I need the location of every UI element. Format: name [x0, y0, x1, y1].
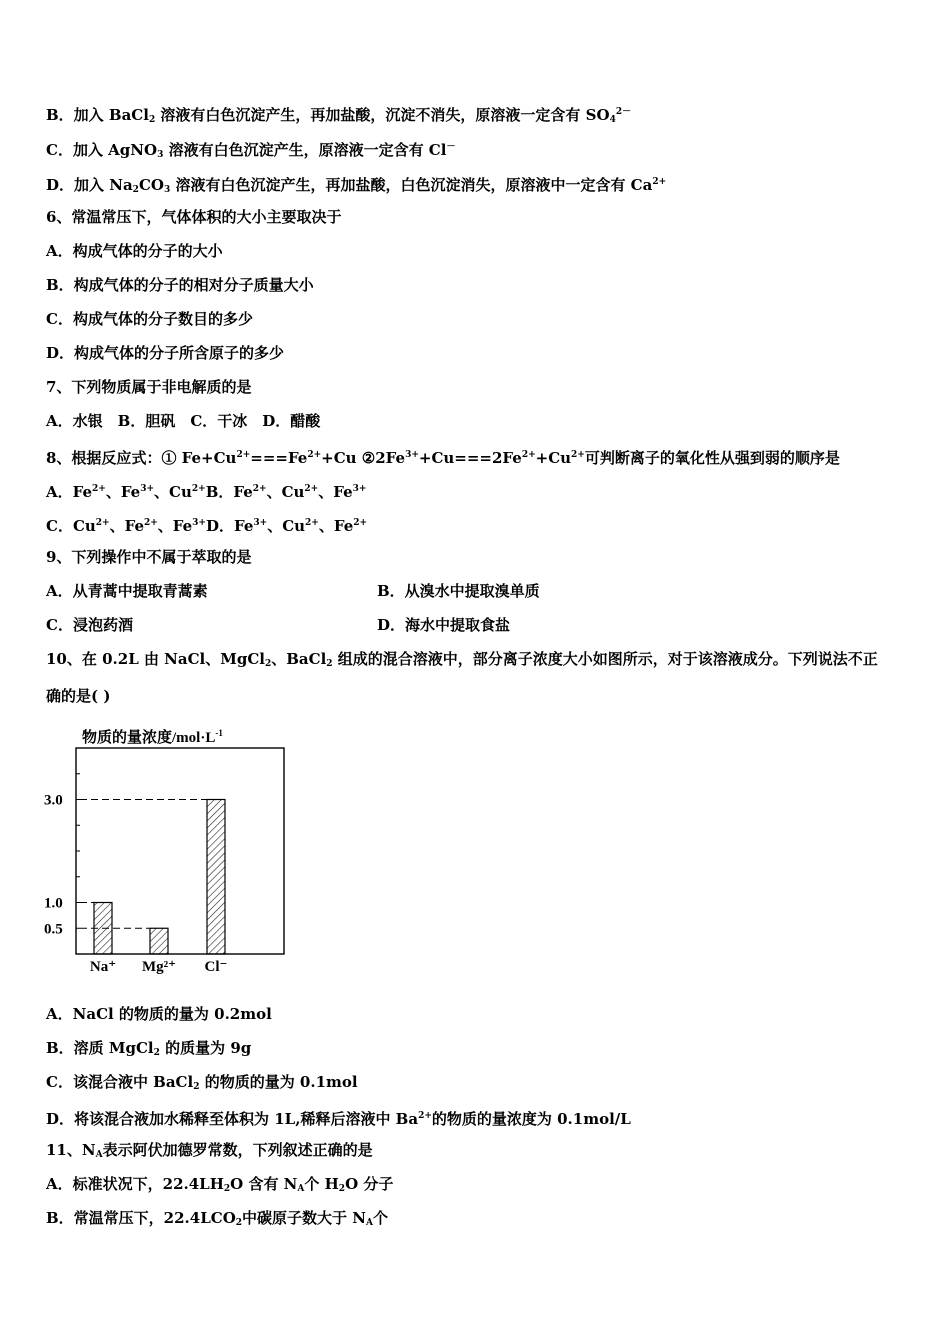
option-c-agno3: C．加入 AgNO$_3$ 溶液有白色沉淀产生，原溶液一定含有 Cl－ — [46, 141, 456, 160]
question-11-option-a: A．标准状况下，$22.4LH_2O$ 含有 $N_A$个 $H_2O$ 分子 — [46, 1175, 394, 1194]
question-9-option-c: C．浸泡药酒 — [46, 616, 133, 634]
y-tick-label: 0.5 — [44, 921, 63, 938]
question-9-option-d: D．海水中提取食盐 — [377, 616, 511, 634]
x-tick-label: Na⁺ — [89, 959, 117, 975]
question-10-option-a: A．NaCl 的物质的量为 0.2mol — [46, 1005, 272, 1023]
question-10-option-d: D．将该混合液加水稀释至体积为 1L,稀释后溶液中 $Ba^{2+}$的物质的量浓度为 0.1mol/L — [46, 1110, 631, 1128]
question-7: 7、下列物质属于非电解质的是 — [46, 378, 252, 396]
question-10-option-c: C．该混合液中 BaCl$_2$ 的物质的量为 0.1mol — [46, 1073, 358, 1092]
x-tick-label: Cl⁻ — [204, 959, 228, 975]
question-6-option-a: A．构成气体的分子的大小 — [46, 242, 223, 260]
question-6-option-d: D．构成气体的分子所含原子的多少 — [46, 344, 285, 362]
question-8-options-cd: C．$Cu^{2+}$、$Fe^{2+}$、$Fe^{3+}D$．$Fe^{3+}$、$Cu^{2+}$、$Fe^{2+}$ — [46, 517, 368, 535]
question-11: 11、$N_A$表示阿伏加德罗常数，下列叙述正确的是 — [46, 1141, 373, 1160]
question-6-option-c: C．构成气体的分子数目的多少 — [46, 310, 253, 328]
question-9-row-1 — [46, 581, 540, 601]
question-6: 6、常温常压下，气体体积的大小主要取决于 — [46, 208, 342, 226]
question-9-option-b: B．从溴水中提取溴单质 — [377, 582, 540, 600]
question-8: 8、根据反应式：① $Fe+Cu^{2+}===Fe^{2+}+Cu$ $②2Fe^{3+}+Cu===2Fe^{2+}+Cu^{2+}$可判断离子的氧化性从强到弱的顺序是 — [46, 449, 840, 467]
bar-1 — [150, 928, 168, 954]
question-10: 10、在 0.2L 由 NaCl、MgCl$_2$、BaCl$_2$ 组成的混合溶液中，部分离子浓度大小如图所示，对于该溶液成分。下列说法不正 — [46, 650, 878, 669]
question-7-options: A．水银 B．胆矾 C．干冰 D．醋酸 — [46, 412, 321, 430]
question-9: 9、下列操作中不属于萃取的是 — [46, 548, 252, 566]
question-6-option-b: B．构成气体的分子的相对分子质量大小 — [46, 276, 314, 294]
question-10-continued: 确的是( ) — [46, 687, 111, 705]
option-b-bacl2: B．加入 BaCl$_2$ 溶液有白色沉淀产生，再加盐酸，沉淀不消失，原溶液一定含有 $SO_4^{2-}$ — [46, 106, 632, 125]
question-9-option-a: A．从青蒿中提取青蒿素 — [46, 582, 208, 600]
question-8-options-ab: A．$Fe^{2+}$、$Fe^{3+}$、$Cu^{2+}B$．$Fe^{2+}$、$Cu^{2+}$、$Fe^{3+}$ — [46, 483, 367, 501]
question-10-option-b: B．溶质 MgCl$_2$ 的质量为 9g — [46, 1039, 252, 1058]
question-11-option-b: B．常温常压下，$22.4LCO_2$中碳原子数大于 $N_A$个 — [46, 1209, 388, 1228]
question-9-row-2 — [46, 615, 511, 635]
chart-title: 物质的量浓度$/mol\cdot L^{-1}$ — [82, 728, 223, 746]
x-tick-label: Mg²⁺ — [141, 959, 177, 975]
bar-2 — [207, 800, 225, 955]
option-d-na2co3: D．加入 $Na_2CO_3$ 溶液有白色沉淀产生，再加盐酸，白色沉淀消失，原溶液中一定含有 $Ca^{2+}$ — [46, 176, 667, 195]
y-tick-label: 1.0 — [44, 895, 63, 912]
concentration-bar-chart — [44, 722, 294, 980]
y-tick-label: 3.0 — [44, 792, 63, 809]
